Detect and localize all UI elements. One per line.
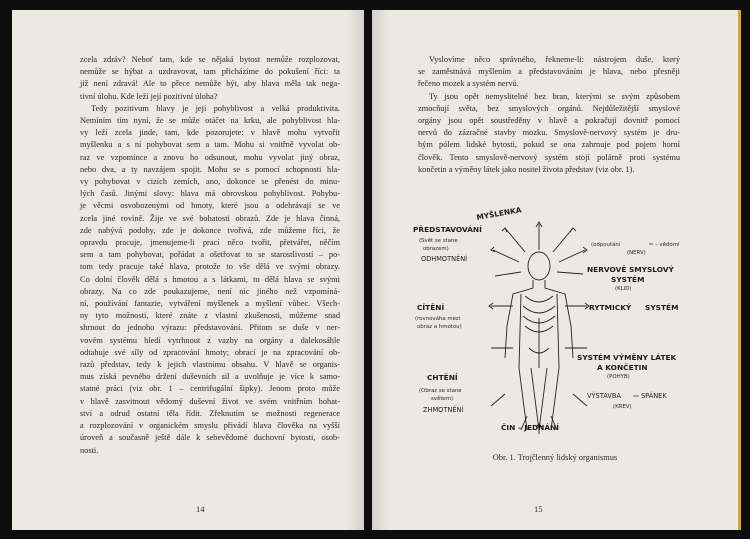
- left-text-line: je věcmi osvobozenými od hmoty, které jsou a odehrávají se ve: [80, 201, 340, 211]
- left-text-line: v hlavě zasvitnout vědomý duševní život ve svém vnitřním bohat-: [80, 396, 340, 406]
- right-text-line: orgány jsou opět soustředěny v hlavě a pokračují dovnitř pomocí: [418, 116, 680, 126]
- left-text-line: mus získá pevného držení duševních sil a uvolňuje je více k samo-: [80, 372, 340, 382]
- left-text-line: opravdu pracuje, jmenujeme-li prací něco tvořit, přetvářet, něčím: [80, 238, 340, 248]
- trichotomy-figure: [401, 198, 721, 438]
- left-text-line: ny tyto možnosti, které znáte z vlastní zkušenosti, můžeme snad: [80, 311, 340, 321]
- left-text-line: myšlenku a s ní pohybovat sem a tam. Mohu si vnitřně vyvolat ob-: [80, 140, 340, 150]
- label-vymena-2: A KONČETIN: [597, 363, 648, 372]
- label-system-2: SYSTÉM: [645, 303, 679, 312]
- left-text-line: statné práci (viz obr. 1 – centrifugální šipky). Jenom proto může: [80, 384, 340, 394]
- right-text-line: končetin a výměny látek jako nositel života představ (viz obr. 1).: [418, 164, 635, 174]
- label-vedomi: – vědomí: [655, 242, 680, 248]
- left-text-line: již není zdravá! Ale to přece nemůže být, aby hlava měla tak nega-: [80, 79, 340, 89]
- right-text-line: Vyslovíme něco správného, řekneme-li: nástrojem duše, který: [429, 55, 680, 64]
- left-text-line: zde nabývá podoby, zde je dokonce tvořivá, zde můžeme říci, že: [80, 225, 340, 235]
- label-krev: (KREV): [613, 404, 632, 410]
- right-text-line: hým pólem lidské bytosti, pokud se ona zahrnuje pod pojem horní: [418, 140, 680, 150]
- left-text-line: zcela jiné rovině. Žije ve své bohatosti obrazů. Zde je hlava činná,: [80, 213, 340, 223]
- label-svet-se-stane: (Svět se stane: [419, 238, 458, 244]
- left-text-line: tivní úlohu. Kde leží její pozitivní úloha?: [80, 91, 218, 101]
- right-page-text: [418, 54, 680, 176]
- left-text-line: Co dolní člověk dělá s hmotou a s látkami, to dělá hlava se svými: [80, 274, 340, 284]
- right-text-line: řečeno mozek a systém nervů.: [418, 79, 519, 89]
- label-klid: (KLID): [615, 286, 632, 292]
- left-text-line: lých časů. Jinými slovy: hlava má obrovskou pohyblivost. Pohybu-: [80, 189, 340, 199]
- label-cin-jednani: ČIN – JEDNÁNÍ: [501, 423, 559, 432]
- right-text-line: zmocňují světa, bez smyslových orgánů. Nejdůležitější smyslové: [418, 103, 680, 113]
- label-system-1: SYSTÉM: [611, 275, 645, 284]
- label-predstavovani: PŘEDSTAVOVÁNÍ: [413, 225, 482, 234]
- page-number-left: 14: [196, 504, 205, 514]
- left-text-line: a rozplozování v organickém smyslu přivádí hlava člověka na vyšší: [80, 421, 340, 431]
- label-vystavba: VÝSTAVBA: [587, 392, 621, 400]
- head-rays: [491, 222, 587, 276]
- gutter-shadow: [346, 10, 364, 530]
- right-page: [372, 10, 738, 530]
- figure-torso: [529, 318, 549, 368]
- label-rytmicky: RYTMICKÝ: [589, 303, 632, 312]
- left-text-line: vy leží zcela jinde, tam, kde pozorujete: v hlavě mohu vytvořit: [80, 128, 340, 138]
- right-text-line: se zaměstnává myšlením a představováním je hlava, nebo přesněji: [418, 67, 680, 77]
- label-rovnovaha-2: obraz a hmotou): [417, 324, 462, 330]
- figure-caption: Obr. 1. Trojčlenný lidský organismus: [492, 453, 618, 462]
- left-page-text: [80, 54, 340, 457]
- label-vymena-1: SYSTÉM VÝMĚNY LÁTEK: [577, 353, 677, 362]
- left-text-line: vovém systému hledí vytrhnout z vazby na orgány a dalekosáhle: [80, 335, 340, 345]
- left-text-line: razů představ, tedy k jejich vlastnímu obsahu. V hlavě se organis-: [80, 360, 340, 370]
- label-obraz-2: světem): [431, 396, 454, 402]
- page-edge: [738, 10, 741, 530]
- gutter-shadow: [372, 10, 390, 530]
- left-text-line: nosti.: [80, 445, 99, 455]
- left-text-line: odtahuje své síly od zpracování hmoty; obrací je na zpracování ob-: [80, 347, 340, 357]
- left-text-line: úroveň a současně ještě dále k sebevědomé duchovní bytosti, osob-: [80, 433, 340, 443]
- left-text-line: tom tedy pracuje také hlava, protože to vše dělá ve svými obrazy.: [80, 262, 340, 272]
- left-text-line: ní, používání fantazie, vytváření myšlenek a myšlení vůbec. Všech-: [80, 299, 340, 309]
- left-text-line: Tedy pozitivum hlavy je její pohyblivost a velká produktivita.: [91, 103, 340, 113]
- label-nerv: (NERV): [627, 250, 646, 256]
- label-odhmotneni: ODHMOTNĚNÍ: [421, 255, 468, 263]
- left-text-line: ství a odrud ostatní těla řídit. Zřeknutím se možnosti regenerace: [80, 408, 340, 418]
- right-text-line: nervů do zázračné stavby mozku. Smyslově-nervový systém je dru-: [418, 128, 680, 138]
- right-text-line: člověk. Tento smyslově-nervový systém stojí polárně proti systému: [418, 152, 680, 162]
- left-text-line: nemůže se hýbat a uzdravovat, tam přicházíme do pokušení říci: ta: [80, 67, 340, 77]
- label-pohyb: (POHYB): [607, 374, 630, 380]
- left-text-line: shrnout do jednoho výrazu: představování. Přitom se duše v ner-: [80, 323, 340, 333]
- label-chteni: CHTĚNÍ: [427, 373, 458, 382]
- label-obraz-1: (Obraz se stane: [419, 388, 462, 394]
- left-text-line: nebo dva, a ty navzájem spojit. Mohu se s pomocí schopnosti hla-: [80, 164, 340, 174]
- label-rovnovaha-1: (rovnováha mezi: [415, 316, 461, 322]
- human-figure: [505, 252, 573, 430]
- label-nervove-smyslovy: NERVOVĚ SMYSLOVÝ: [587, 265, 674, 274]
- label-odpoutani: (odpoutání: [591, 242, 621, 248]
- right-text-line: Ty jsou opět nemyslitelné bez bran, kterými se svým způsobem: [429, 91, 680, 101]
- label-zhmotneni: ZHMOTNĚNÍ: [423, 406, 464, 414]
- left-text-line: zcela zdráv? Neboť tam, kde se nějaká bytost nemůže rozplozovat,: [80, 55, 340, 64]
- left-text-line: sem a tam pohybovat, pořádat a ošetřovat to se starostlivostí – po-: [80, 250, 340, 260]
- label-obrazem: obrazem): [423, 246, 449, 252]
- label-citeni: CÍTĚNÍ: [417, 303, 445, 312]
- left-text-line: obrazy. Na co zde poukazujeme, není nic jiného než vzpomíná-: [80, 286, 340, 296]
- label-myslenka: MYŠLENKA: [475, 205, 523, 222]
- left-text-line: vy pohybovat v cizích zemích, ano, dokonce se přenést do minu-: [80, 177, 340, 187]
- label-spanek: SPÁNEK: [641, 392, 667, 400]
- page-number-right: 15: [534, 504, 543, 514]
- figure-head: [528, 252, 550, 280]
- left-text-line: raz ve vzpomínce a znovu ho odsunout, mohu vyvolat jiný obraz,: [80, 152, 340, 162]
- left-page: [12, 10, 364, 530]
- left-text-line: Nemíním tím nyní, že se může otáčet na krku, ale pohyblivost hla-: [80, 116, 340, 126]
